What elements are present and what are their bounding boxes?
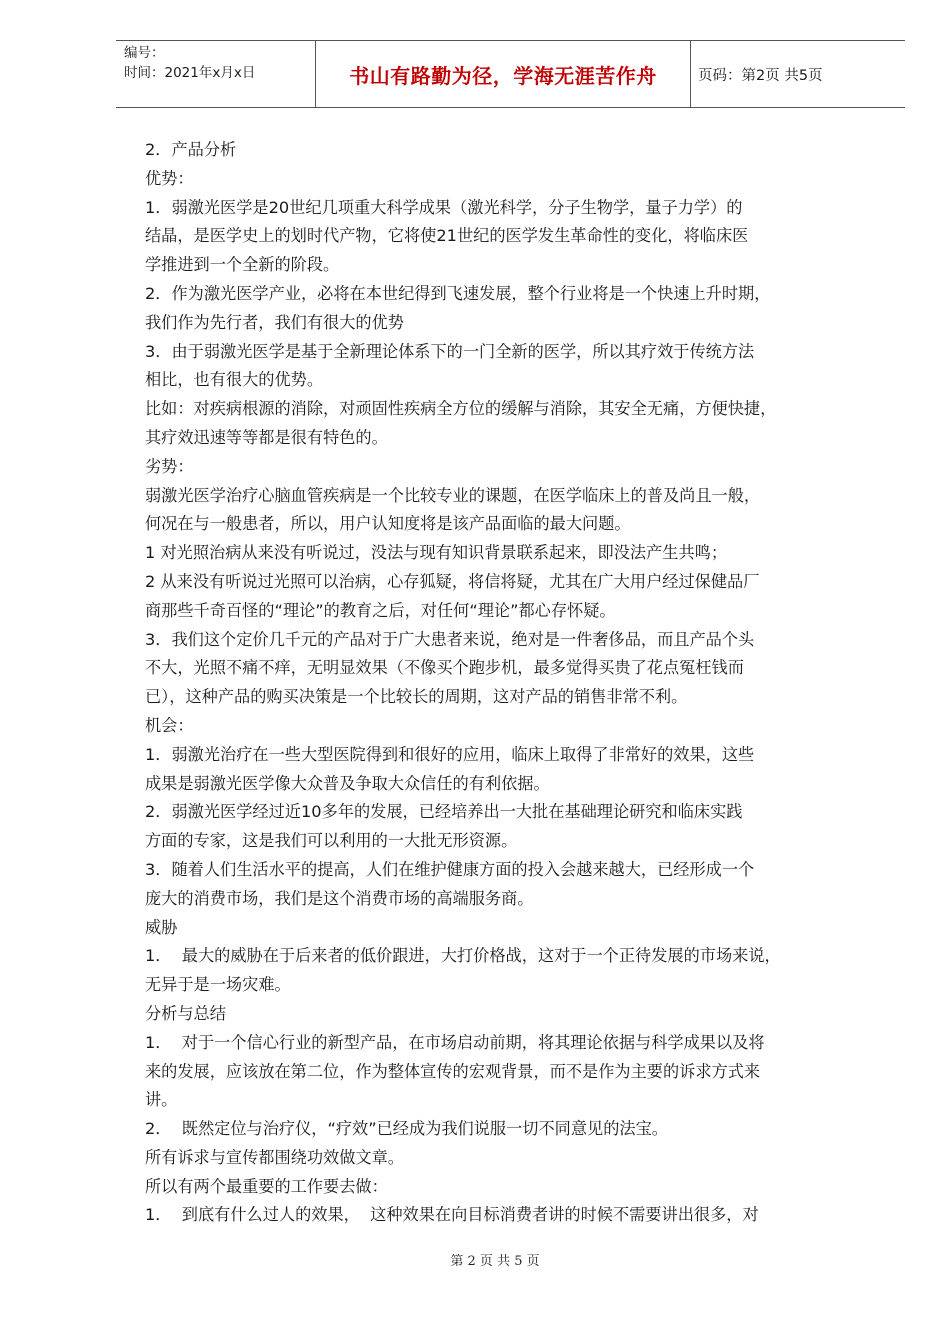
body-line: 其疗效迅速等等都是很有特色的。 [145, 427, 388, 447]
body-line: 1． 对于一个信心行业的新型产品，在市场启动前期，将其理论依据与科学成果以及将 [145, 1032, 765, 1052]
body-line: 1． 最大的威胁在于后来者的低价跟进，大打价格战，这对于一个正待发展的市场来说， [145, 946, 781, 966]
body-line: 方面的专家，这是我们可以利用的一大批无形资源。 [145, 831, 518, 851]
body-line: 商那些千奇百怪的“理论”的教育之后，对任何“理论”都心存怀疑。 [145, 600, 616, 620]
body-line: 讲。 [145, 1090, 178, 1110]
body-line: 1． 到底有什么过人的效果， 这种效果在向目标消费者讲的时候不需要讲出很多，对 [145, 1205, 759, 1225]
page-footer: 第 2 页 共 5 页 [450, 1254, 540, 1269]
body-line: 我们作为先行者，我们有很大的优势 [145, 312, 404, 332]
body-line: 结晶，是医学史上的划时代产物，它将使21世纪的医学发生革命性的变化，将临床医 [145, 226, 749, 246]
header-motto: 书山有路勤为径，学海无涯苦作舟 [349, 63, 657, 88]
body-line: 2．产品分析 [145, 140, 237, 159]
body-line: 相比，也有很大的优势。 [145, 370, 324, 390]
body-line: 3．我们这个定价几千元的产品对于广大患者来说，绝对是一件奢侈品，而且产品个头 [145, 629, 755, 649]
body-line: 威胁 [145, 917, 178, 937]
body-line: 机会： [145, 715, 194, 735]
body-line: 2．弱激光医学经过近10多年的发展，已经培养出一大批在基础理论研究和临床实践 [145, 802, 743, 822]
header-time-label: 时间：2021年x月x日 [124, 65, 256, 81]
body-line: 2．作为激光医学产业，必将在本世纪得到飞速发展，整个行业将是一个快速上升时期， [145, 283, 771, 303]
body-line: 1．弱激光医学是20世纪几项重大科学成果（激光科学，分子生物学，量子力学）的 [145, 197, 743, 217]
body-line: 成果是弱激光医学像大众普及争取大众信任的有利依据。 [145, 773, 550, 793]
body-line: 劣势： [145, 456, 194, 476]
header-number-label: 编号： [124, 45, 165, 61]
body-line: 优势： [145, 168, 194, 188]
body-line: 何况在与一般患者，所以，用户认知度将是该产品面临的最大问题。 [145, 514, 631, 534]
header-meta [124, 43, 255, 83]
body-line: 所以有两个最重要的工作要去做： [145, 1176, 388, 1196]
body-line: 2 从来没有听说过光照可以治病，心存狐疑，将信将疑，尤其在广大用户经过保健品厂 [145, 571, 760, 591]
body-line: 无异于是一场灾难。 [145, 975, 291, 995]
body-line: 所有诉求与宣传都围绕功效做文章。 [145, 1147, 404, 1167]
body-line: 3．由于弱激光医学是基于全新理论体系下的一门全新的医学，所以其疗效于传统方法 [145, 341, 755, 361]
body-line: 比如：对疾病根源的消除，对顽固性疾病全方位的缓解与消除，其安全无痛，方便快捷， [145, 399, 777, 419]
document-body [145, 136, 890, 1230]
body-line: 分析与总结 [145, 1003, 226, 1023]
body-line: 1．弱激光治疗在一些大型医院得到和很好的应用，临床上取得了非常好的效果，这些 [145, 744, 755, 764]
document-header [116, 40, 905, 108]
body-line: 不大，光照不痛不痒，无明显效果（不像买个跑步机，最多觉得买贵了花点冤枉钱而 [145, 658, 744, 678]
body-line: 3．随着人们生活水平的提高，人们在维护健康方面的投入会越来越大，已经形成一个 [145, 859, 755, 879]
body-line: 来的发展，应该放在第二位，作为整体宣传的宏观背景，而不是作为主要的诉求方式来 [145, 1061, 761, 1081]
body-line: 1 对光照治病从来没有听说过，没法与现有知识背景联系起来，即没法产生共鸣； [145, 543, 728, 563]
body-line: 已），这种产品的购买决策是一个比较长的周期，这对产品的销售非常不利。 [145, 687, 688, 707]
body-line: 学推进到一个全新的阶段。 [145, 255, 340, 275]
body-line: 2． 既然定位与治疗仪，“疗效”已经成为我们说服一切不同意见的法宝。 [145, 1119, 668, 1139]
header-divider [690, 41, 691, 107]
header-page-label: 页码：第2页 共5页 [698, 67, 823, 84]
body-line: 庞大的消费市场，我们是这个消费市场的高端服务商。 [145, 888, 534, 908]
body-line: 弱激光医学治疗心脑血管疾病是一个比较专业的课题，在医学临床上的普及尚且一般， [145, 485, 761, 505]
